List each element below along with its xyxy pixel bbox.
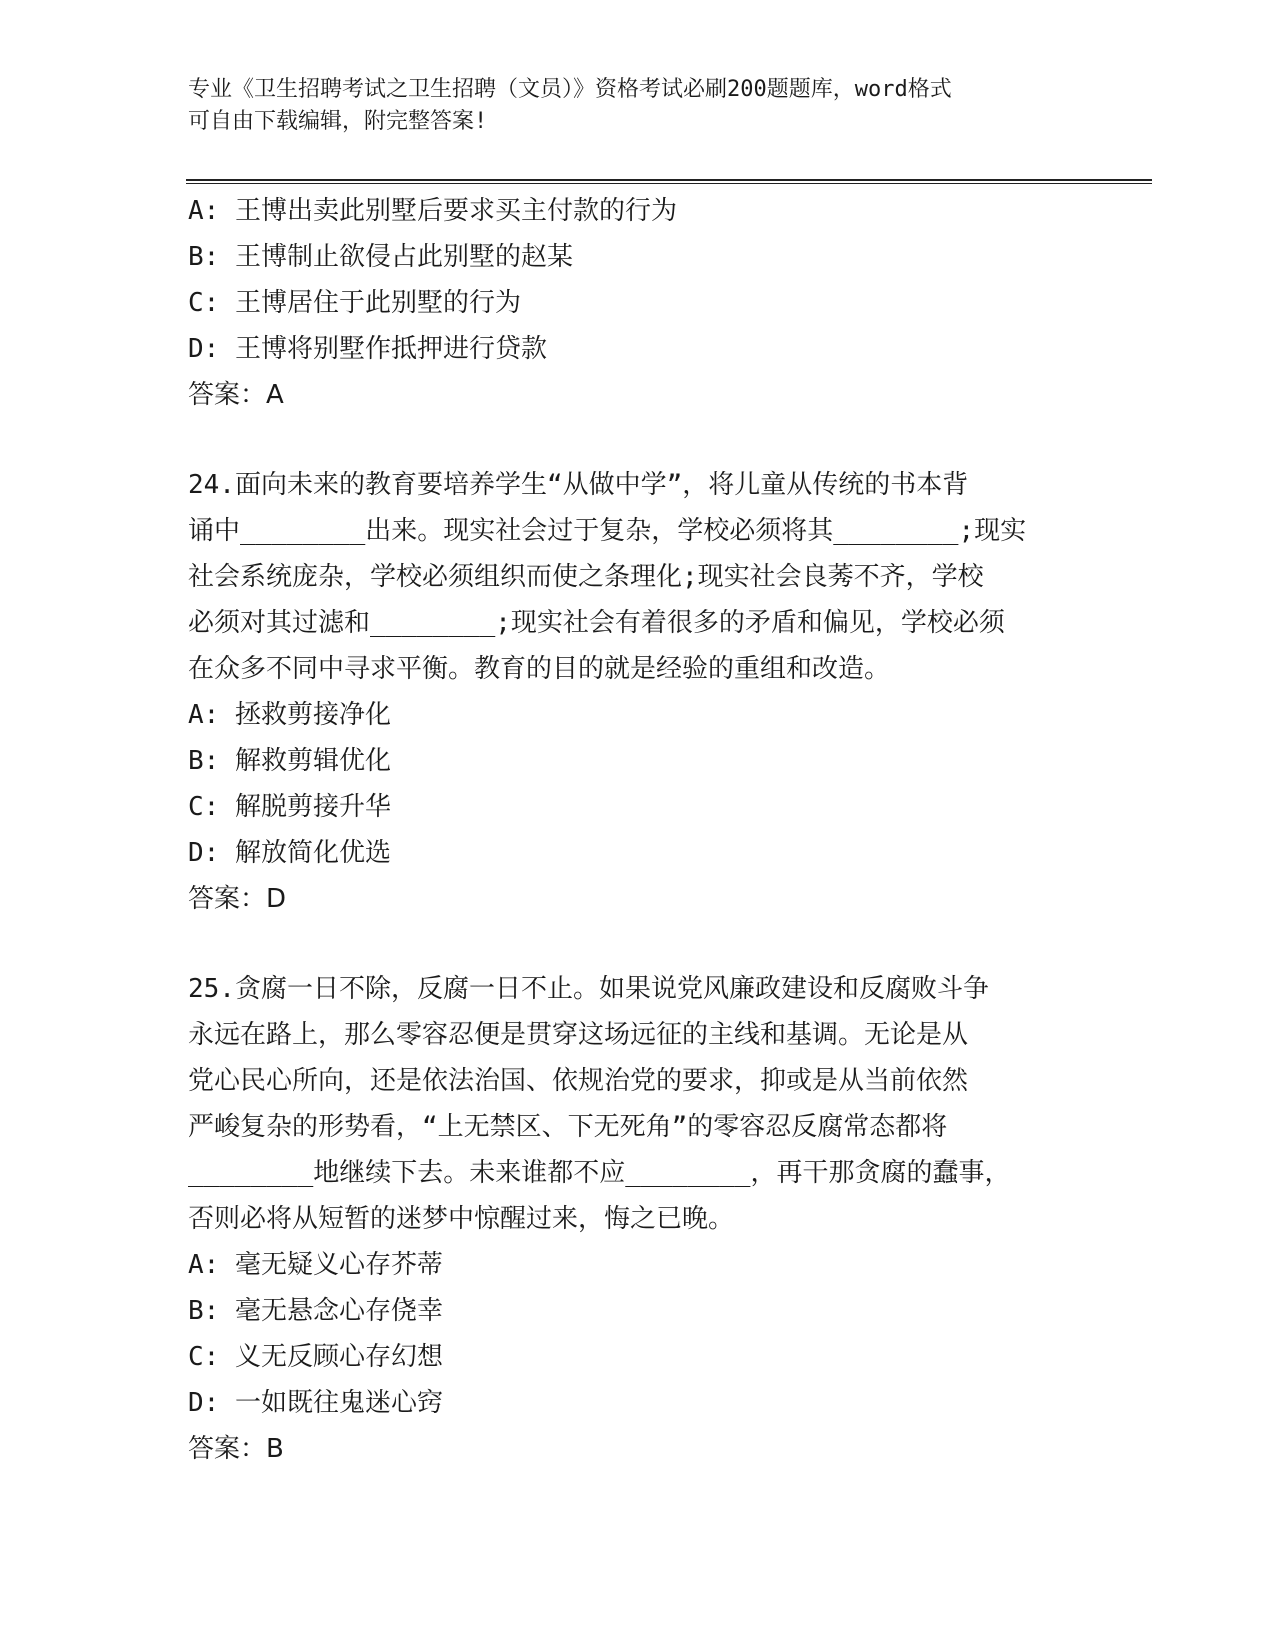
header-line-2: 可自由下载编辑，附完整答案! <box>188 109 488 134</box>
answer-label: 答案：D <box>188 884 287 914</box>
question-stem-line: 24.面向未来的教育要培养学生“从做中学”，将儿童从传统的书本背 <box>188 470 969 500</box>
option-d: D: 王博将别墅作抵押进行贷款 <box>188 334 547 364</box>
question-24 <box>188 462 1068 922</box>
question-stem-line: 严峻复杂的形势看，“上无禁区、下无死角”的零容忍反腐常态都将 <box>188 1112 948 1142</box>
option-a: A: 王博出卖此别墅后要求买主付款的行为 <box>188 196 677 226</box>
option-d: D: 解放简化优选 <box>188 838 391 868</box>
question-stem-line: ________地继续下去。未来谁都不应________，再干那贪腐的蠢事， <box>188 1158 1011 1188</box>
option-b: B: 王博制止欲侵占此别墅的赵某 <box>188 242 573 272</box>
question-stem-line: 社会系统庞杂，学校必须组织而使之条理化;现实社会良莠不齐，学校 <box>188 562 984 592</box>
option-b: B: 毫无悬念心存侥幸 <box>188 1296 443 1326</box>
question-stem-line: 在众多不同中寻求平衡。教育的目的就是经验的重组和改造。 <box>188 654 891 684</box>
document-header <box>188 74 1068 138</box>
question-stem-line: 永远在路上，那么零容忍便是贯穿这场远征的主线和基调。无论是从 <box>188 1020 969 1050</box>
option-b: B: 解救剪辑优化 <box>188 746 391 776</box>
option-c: C: 义无反顾心存幻想 <box>188 1342 443 1372</box>
answer-label: 答案：A <box>188 380 284 410</box>
option-a: A: 拯救剪接净化 <box>188 700 391 730</box>
question-stem-line: 否则必将从短暂的迷梦中惊醒过来，悔之已晚。 <box>188 1204 735 1234</box>
header-divider-thin <box>186 183 1152 184</box>
answer-label: 答案：B <box>188 1434 284 1464</box>
header-line-1: 专业《卫生招聘考试之卫生招聘（文员）》资格考试必刷200题题库，word格式 <box>188 77 952 102</box>
header-divider <box>186 179 1152 181</box>
page-content <box>188 188 1068 1472</box>
option-a: A: 毫无疑义心存芥蒂 <box>188 1250 443 1280</box>
question-stem-line: 诵中________出来。现实社会过于复杂，学校必须将其________;现实 <box>188 516 1027 546</box>
option-d: D: 一如既往鬼迷心窍 <box>188 1388 443 1418</box>
question-stem-line: 必须对其过滤和________;现实社会有着很多的矛盾和偏见，学校必须 <box>188 608 1005 638</box>
question-25 <box>188 966 1068 1472</box>
question-stem-line: 25.贪腐一日不除，反腐一日不止。如果说党风廉政建设和反腐败斗争 <box>188 974 989 1004</box>
question-stem-line: 党心民心所向，还是依法治国、依规治党的要求，抑或是从当前依然 <box>188 1066 969 1096</box>
option-c: C: 王博居住于此别墅的行为 <box>188 288 521 318</box>
option-c: C: 解脱剪接升华 <box>188 792 391 822</box>
question-23 <box>188 188 1068 418</box>
